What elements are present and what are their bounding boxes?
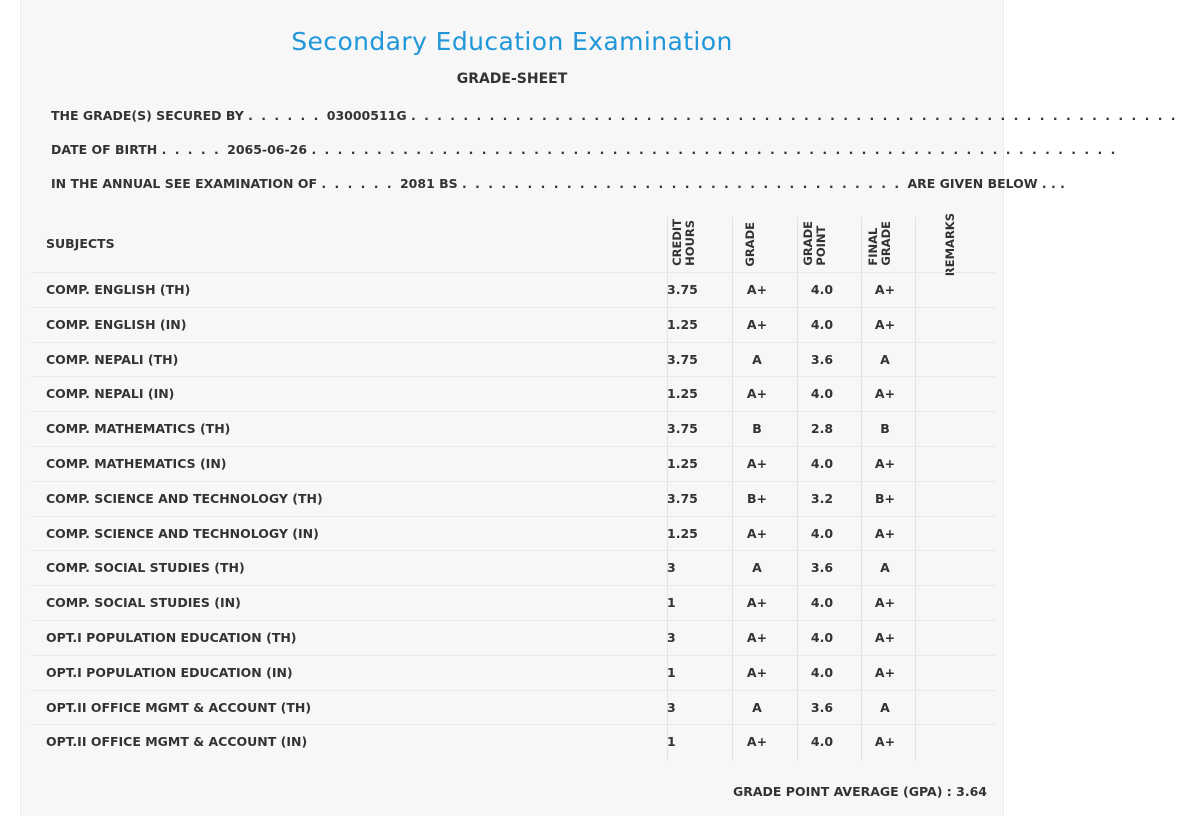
credit-hours-cell: 3.75: [667, 490, 698, 506]
credit-hours-cell: 3: [667, 699, 676, 715]
final-grade-cell: A+: [874, 664, 896, 680]
secured-by-line: THE GRADE(S) SECURED BY . . . . . . 03000511G . . . . . . . . . . . . . . . . . . . . . . . . . . . . . . . . . . . . . . . . . . . . . . . . . . . . . . . . . . .: [51, 108, 1178, 123]
table-row: [31, 655, 995, 690]
table-row: [31, 620, 995, 655]
grade-cell: A: [752, 351, 762, 367]
credit-hours-cell: 1: [667, 595, 676, 611]
final-grade-cell: A+: [874, 525, 896, 541]
page-subtitle: GRADE-SHEET: [456, 71, 568, 87]
subject-cell: COMP. ENGLISH (IN): [46, 316, 187, 332]
table-row: [31, 585, 995, 620]
grade-cell: A+: [746, 630, 768, 645]
header-remarks: REMARKS: [943, 213, 957, 277]
grade-point-cell: 3.6: [810, 560, 834, 576]
gpa-line: [733, 784, 987, 799]
subject-cell: COMP. MATHEMATICS (TH): [46, 421, 231, 437]
table-row: [31, 550, 995, 585]
subject-cell: COMP. SOCIAL STUDIES (IN): [46, 595, 241, 611]
table-row: [31, 516, 995, 551]
table-row: [31, 411, 995, 446]
header-grade-point: GRADE POINT: [801, 221, 828, 266]
grade-sheet: [20, 0, 1178, 816]
grade-cell: A+: [746, 386, 768, 402]
table-row: [31, 481, 995, 516]
grade-point-cell: 4.0: [810, 456, 834, 471]
credit-hours-cell: 1.25: [667, 525, 698, 541]
final-grade-cell: A+: [874, 734, 896, 750]
subject-cell: COMP. SOCIAL STUDIES (TH): [46, 560, 245, 576]
exam-suffix: ARE GIVEN BELOW . . .: [907, 176, 1065, 191]
subject-cell: OPT.II OFFICE MGMT & ACCOUNT (TH): [46, 699, 312, 715]
dob-label: DATE OF BIRTH: [51, 142, 158, 157]
grade-point-cell: 4.0: [810, 282, 834, 297]
grade-cell: A+: [746, 595, 768, 611]
grade-point-cell: 3.6: [810, 351, 834, 367]
grade-point-cell: 4.0: [810, 386, 834, 402]
grade-point-cell: 4.0: [810, 664, 834, 680]
subject-cell: COMP. SCIENCE AND TECHNOLOGY (IN): [46, 525, 319, 541]
table-row: [31, 342, 995, 377]
credit-hours-cell: 1.25: [667, 456, 698, 471]
credit-hours-cell: 3.75: [667, 421, 698, 437]
subject-cell: COMP. SCIENCE AND TECHNOLOGY (TH): [46, 490, 323, 506]
header-subjects: SUBJECTS: [46, 236, 115, 251]
grade-cell: B: [752, 421, 762, 437]
table-row: [31, 376, 995, 411]
header-grade: GRADE: [743, 222, 757, 267]
final-grade-cell: A+: [874, 595, 896, 611]
subject-cell: COMP. MATHEMATICS (IN): [46, 456, 227, 471]
grade-cell: A+: [746, 282, 768, 297]
table-header: [31, 213, 995, 277]
final-grade-cell: A: [880, 699, 890, 715]
credit-hours-cell: 3.75: [667, 351, 698, 367]
final-grade-cell: A+: [874, 316, 896, 332]
table-row: [31, 272, 995, 307]
grade-cell: B+: [746, 490, 767, 506]
subject-cell: OPT.II OFFICE MGMT & ACCOUNT (IN): [46, 734, 308, 750]
credit-hours-cell: 3: [667, 630, 676, 645]
subject-cell: COMP. NEPALI (TH): [46, 351, 179, 367]
gpa-value: 3.64: [956, 784, 987, 799]
credit-hours-cell: 1: [667, 664, 676, 680]
grade-point-cell: 3.2: [810, 490, 834, 506]
final-grade-cell: A: [880, 351, 890, 367]
credit-hours-cell: 3: [667, 560, 676, 576]
secured-by-value: 03000511G: [326, 108, 407, 123]
final-grade-cell: B: [880, 421, 890, 437]
subject-cell: COMP. ENGLISH (TH): [46, 282, 191, 297]
grade-cell: A+: [746, 456, 768, 471]
final-grade-cell: A+: [874, 386, 896, 402]
dob-line: DATE OF BIRTH . . . . . 2065-06-26 . . . . . . . . . . . . . . . . . . . . . . . . . . . . . . . . . . . . . . . . . . . . . . . . . . . . . . . . . . . . . .: [51, 142, 1118, 157]
exam-value: 2081 BS: [399, 176, 458, 191]
grade-point-cell: 4.0: [810, 595, 834, 611]
grade-point-cell: 2.8: [810, 421, 834, 437]
exam-line: IN THE ANNUAL SEE EXAMINATION OF . . . . . . 2081 BS . . . . . . . . . . . . . . . . . . . . . . . . . . . . . . . . . . ARE GIVEN BELOW . . .: [51, 176, 1065, 191]
grade-point-cell: 4.0: [810, 316, 834, 332]
subject-cell: OPT.I POPULATION EDUCATION (TH): [46, 630, 297, 645]
final-grade-cell: A+: [874, 456, 896, 471]
table-row: [31, 307, 995, 342]
header-credit-hours: CREDIT HOURS: [670, 219, 697, 266]
grade-cell: A+: [746, 316, 768, 332]
credit-hours-cell: 1: [667, 734, 676, 750]
gpa-label: GRADE POINT AVERAGE (GPA) :: [732, 784, 952, 799]
grade-cell: A: [752, 699, 762, 715]
secured-by-label: THE GRADE(S) SECURED BY: [51, 108, 244, 123]
table-row: [31, 724, 995, 759]
grade-cell: A+: [746, 664, 768, 680]
final-grade-cell: A: [880, 560, 890, 576]
grade-point-cell: 4.0: [810, 525, 834, 541]
table-row: [31, 690, 995, 725]
credit-hours-cell: 1.25: [667, 386, 698, 402]
page-title: Secondary Education Examination: [291, 27, 733, 56]
subject-cell: OPT.I POPULATION EDUCATION (IN): [46, 664, 293, 680]
grade-cell: A: [752, 560, 762, 576]
exam-label: IN THE ANNUAL SEE EXAMINATION OF: [51, 176, 318, 191]
final-grade-cell: B+: [874, 490, 895, 506]
table-row: [31, 446, 995, 481]
grade-point-cell: 3.6: [810, 699, 834, 715]
subject-cell: COMP. NEPALI (IN): [46, 386, 175, 402]
credit-hours-cell: 3.75: [667, 282, 698, 297]
header-final-grade: FINAL GRADE: [866, 221, 893, 266]
final-grade-cell: A+: [874, 282, 896, 297]
final-grade-cell: A+: [874, 630, 896, 645]
grade-point-cell: 4.0: [810, 630, 834, 645]
credit-hours-cell: 1.25: [667, 316, 698, 332]
grade-cell: A+: [746, 525, 768, 541]
grade-cell: A+: [746, 734, 768, 750]
dob-value: 2065-06-26: [227, 142, 308, 157]
grade-point-cell: 4.0: [810, 734, 834, 750]
